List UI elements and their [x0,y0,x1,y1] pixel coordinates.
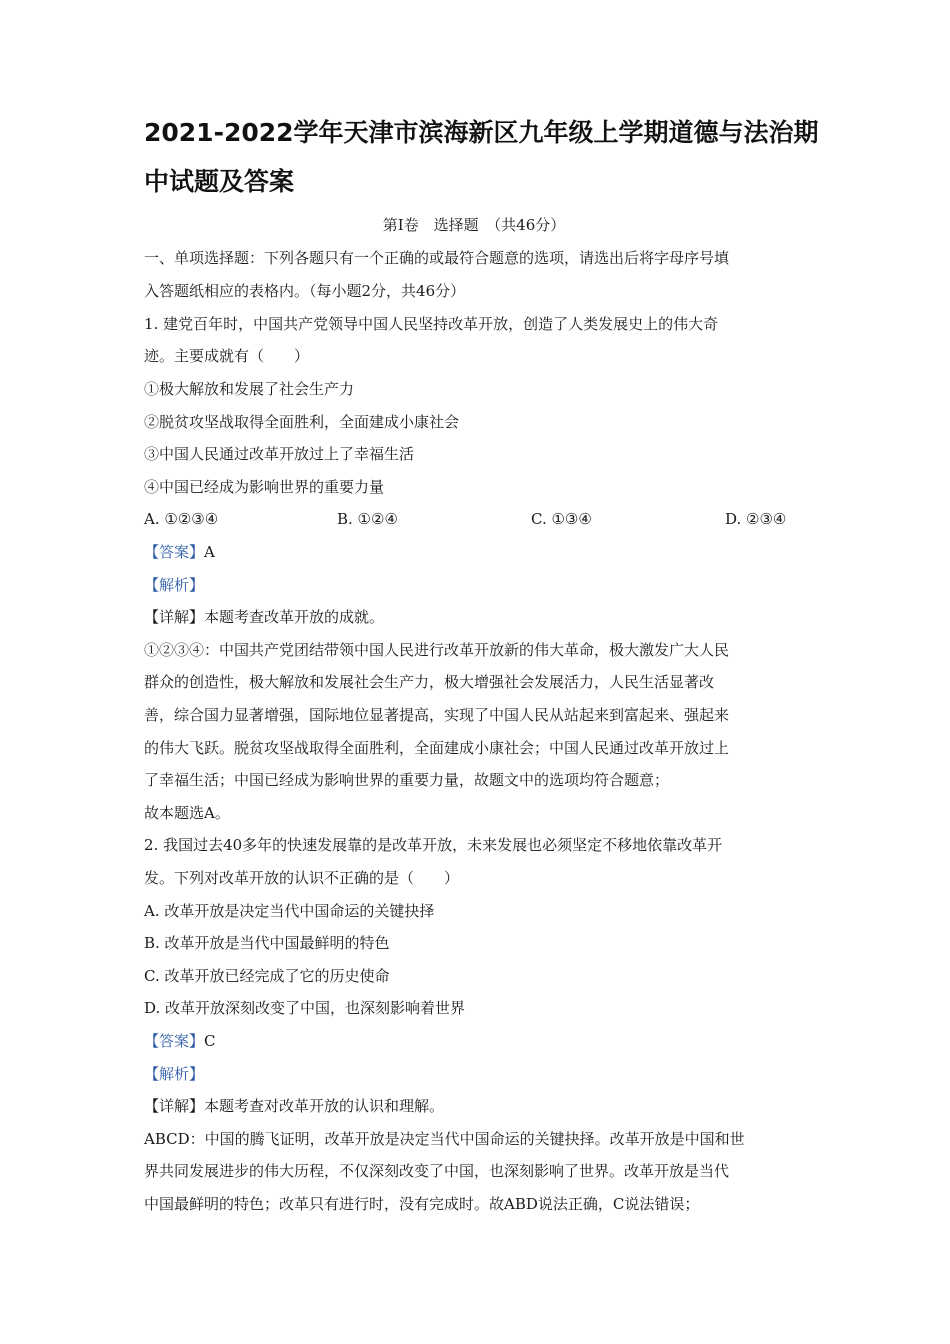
q2-explanation-line: ABCD：中国的腾飞证明，改革开放是决定当代中国命运的关键抉择。改革开放是中国和世 [144,1130,745,1148]
q2-answer [144,1031,216,1051]
q1-option-c: C. ①③④ [531,510,592,528]
instructions-line: 一、单项选择题：下列各题只有一个正确的或最符合题意的选项，请选出后将字母序号填 [144,249,730,267]
analysis-tag: 【解析】 [144,576,205,594]
q2-option-a: A. 改革开放是决定当代中国命运的关键抉择 [144,902,435,920]
q1-explanation-line: 了幸福生活；中国已经成为影响世界的重要力量，故题文中的选项均符合题意； [144,771,670,789]
q1-option-d: D. ②③④ [725,510,787,528]
q2-explanation-line: 界共同发展进步的伟大历程，不仅深刻改变了中国，也深刻影响了世界。改革开放是当代 [144,1162,730,1180]
answer-tag: 【答案】 [144,1032,205,1050]
detail-text: 本题考查改革开放的成就。 [204,608,385,626]
q1-explanation-line: ①②③④：中国共产党团结带领中国人民进行改革开放新的伟大革命，极大激发广大人民 [144,641,730,659]
analysis-tag: 【解析】 [144,1065,205,1083]
instructions-line: 入答题纸相应的表格内。（每小题2分，共46分） [144,282,466,300]
q1-explanation-line: 的伟大飞跃。脱贫攻坚战取得全面胜利，全面建成小康社会；中国人民通过改革开放过上 [144,739,730,757]
q1-option-b: B. ①②④ [337,510,398,528]
q1-option-a: A. ①②③④ [144,510,219,528]
q1-item: ①极大解放和发展了社会生产力 [144,380,355,398]
q1-detail [144,607,384,627]
q2-stem: 2. 我国过去40多年的快速发展靠的是改革开放，未来发展也必须坚定不移地依靠改革开 [144,836,723,854]
answer-tag: 【答案】 [144,543,205,561]
q2-option-d: D. 改革开放深刻改变了中国，也深刻影响着世界 [144,999,466,1017]
answer-value: A [204,543,215,561]
q2-stem: 发。下列对改革开放的认识不正确的是（ ） [144,869,460,887]
q1-answer [144,542,215,562]
q2-detail [144,1096,444,1116]
q1-conclusion: 故本题选A。 [144,804,230,822]
q2-option-b: B. 改革开放是当代中国最鲜明的特色 [144,934,390,952]
q2-option-c: C. 改革开放已经完成了它的历史使命 [144,967,390,985]
q1-stem: 迹。主要成就有（ ） [144,347,310,365]
document-title-line-1: 2021-2022学年天津市滨海新区九年级上学期道德与法治期 [144,118,819,147]
q1-explanation-line: 善，综合国力显著增强，国际地位显著提高，实现了中国人民从站起来到富起来、强起来 [144,706,730,724]
q1-explanation-line: 群众的创造性，极大解放和发展社会生产力，极大增强社会发展活力，人民生活显著改 [144,673,715,691]
detail-tag: 【详解】 [144,1097,205,1115]
q2-explanation-line: 中国最鲜明的特色；改革只有进行时，没有完成时。故ABD说法正确，C说法错误； [144,1195,700,1213]
document-title-line-2: 中试题及答案 [144,167,295,196]
q1-item: ④中国已经成为影响世界的重要力量 [144,478,385,496]
q1-item: ②脱贫攻坚战取得全面胜利，全面建成小康社会 [144,413,460,431]
detail-text: 本题考查对改革开放的认识和理解。 [204,1097,445,1115]
answer-value: C [204,1032,216,1050]
q1-item: ③中国人民通过改革开放过上了幸福生活 [144,445,415,463]
section-heading: 第Ⅰ卷 选择题 （共46分） [382,216,566,234]
q1-stem: 1. 建党百年时，中国共产党领导中国人民坚持改革开放，创造了人类发展史上的伟大奇 [144,315,719,333]
detail-tag: 【详解】 [144,608,205,626]
